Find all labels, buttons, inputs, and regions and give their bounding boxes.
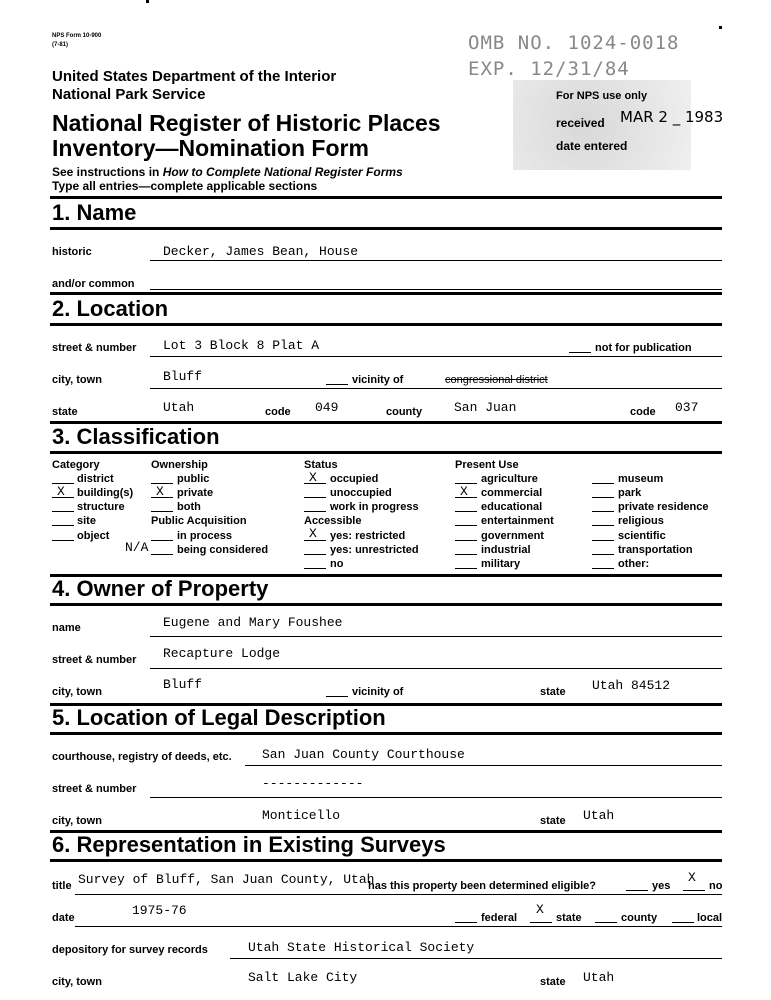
checkbox-line[interactable]: [52, 525, 74, 526]
accessible-title: Accessible: [304, 515, 362, 527]
state-label: state: [52, 406, 78, 418]
section-1-heading: 1. Name: [52, 200, 137, 225]
historic-label: historic: [52, 246, 92, 258]
depository-city-label: city, town: [52, 976, 102, 988]
checkbox-line[interactable]: [52, 540, 74, 541]
state-value[interactable]: Utah: [163, 400, 195, 415]
field-line: [75, 894, 722, 895]
ownership-private: private: [177, 487, 214, 499]
use-private-residence: private residence: [618, 501, 709, 513]
checkbox-line[interactable]: [326, 696, 348, 697]
field-line: [230, 958, 722, 959]
owner-city-label: city, town: [52, 686, 102, 698]
field-line: [150, 388, 722, 389]
field-line: [150, 797, 722, 798]
check-mark: X: [536, 902, 544, 917]
expiration-stamp: EXP. 12/31/84: [468, 58, 630, 80]
check-mark: X: [156, 484, 164, 499]
checkbox-line[interactable]: [455, 568, 477, 569]
section-rule: [50, 732, 722, 735]
street-label: street & number: [52, 342, 137, 354]
checkbox-line[interactable]: [672, 922, 694, 923]
use-agriculture: agriculture: [481, 473, 538, 485]
checkbox-line[interactable]: [151, 554, 173, 555]
accessible-unrestricted: yes: unrestricted: [330, 544, 419, 556]
checkbox-line[interactable]: [595, 922, 617, 923]
section-rule: [50, 196, 722, 199]
nps-use-label: For NPS use only: [556, 90, 648, 102]
eligible-yes-label: yes: [652, 880, 671, 892]
checkbox-line[interactable]: [592, 554, 614, 555]
check-mark: X: [309, 526, 317, 541]
county-code-label: code: [630, 406, 656, 418]
present-use-title: Present Use: [455, 459, 519, 471]
status-title: Status: [304, 459, 338, 471]
county-code-value[interactable]: 037: [675, 400, 699, 415]
form-title-line1: National Register of Historic Places: [52, 110, 441, 136]
category-object: object: [77, 530, 110, 542]
received-label: received: [556, 116, 605, 130]
ownership-public: public: [177, 473, 210, 485]
service-name: National Park Service: [52, 86, 206, 103]
code-value[interactable]: 049: [315, 400, 339, 415]
section-6-heading: 6. Representation in Existing Surveys: [52, 832, 446, 857]
accessible-no: no: [330, 558, 344, 570]
congressional-district-label: congressional district: [445, 374, 548, 386]
survey-state-label: state: [556, 912, 582, 924]
use-commercial: commercial: [481, 487, 543, 499]
department-name: United States Department of the Interior: [52, 68, 337, 85]
city-label: city, town: [52, 374, 102, 386]
checkbox-line[interactable]: [151, 540, 173, 541]
instructions-italic: How to Complete National Register Forms: [162, 165, 403, 179]
checkbox-line[interactable]: [326, 384, 348, 385]
section-4-heading: 4. Owner of Property: [52, 576, 269, 601]
use-transportation: transportation: [618, 544, 693, 556]
county-value[interactable]: San Juan: [454, 400, 517, 415]
use-military: military: [481, 558, 521, 570]
field-line: [150, 260, 722, 261]
survey-local-label: local: [697, 912, 723, 924]
depository-state-label: state: [540, 976, 566, 988]
legal-state-value[interactable]: Utah: [583, 808, 615, 823]
federal-label: federal: [481, 912, 518, 924]
section-rule: [50, 227, 722, 230]
checkbox-line[interactable]: [592, 483, 614, 484]
field-line: [150, 356, 722, 357]
section-rule: [50, 323, 722, 326]
checkbox-line[interactable]: [592, 540, 614, 541]
legal-state-label: state: [540, 815, 566, 827]
form-number: NPS Form 10-900: [52, 33, 102, 39]
type-entries: Type all entries—complete applicable sections: [52, 179, 318, 193]
courthouse-label: courthouse, registry of deeds, etc.: [52, 751, 232, 763]
checkbox-line[interactable]: [304, 554, 326, 555]
not-for-publication-label: not for publication: [595, 342, 692, 354]
checkbox-line[interactable]: [455, 554, 477, 555]
legal-city-value[interactable]: Monticello: [262, 808, 341, 823]
depository-value[interactable]: Utah State Historical Society: [248, 940, 475, 955]
owner-name-value[interactable]: Eugene and Mary Foushee: [163, 615, 343, 630]
use-entertainment: entertainment: [481, 515, 554, 527]
checkbox-line[interactable]: [455, 540, 477, 541]
owner-street-value[interactable]: Recapture Lodge: [163, 646, 281, 661]
section-rule: [50, 603, 722, 606]
use-museum: museum: [618, 473, 664, 485]
use-scientific: scientific: [618, 530, 666, 542]
category-title: Category: [52, 459, 100, 471]
owner-state-label: state: [540, 686, 566, 698]
section-3-heading: 3. Classification: [52, 424, 220, 449]
checkbox-line[interactable]: [455, 511, 477, 512]
category-site: site: [77, 515, 96, 527]
survey-county-label: county: [621, 912, 658, 924]
depository-state-value[interactable]: Utah: [583, 970, 615, 985]
checkbox-line[interactable]: [592, 568, 614, 569]
status-work-in-progress: work in progress: [330, 501, 419, 513]
check-mark: X: [688, 870, 696, 885]
depository-city-value[interactable]: Salt Lake City: [248, 970, 358, 985]
legal-street-label: street & number: [52, 783, 137, 795]
use-educational: educational: [481, 501, 543, 513]
form-date: (7-81): [52, 42, 69, 48]
use-religious: religious: [618, 515, 664, 527]
depository-label: depository for survey records: [52, 944, 208, 956]
checkbox-line[interactable]: [592, 511, 614, 512]
category-structure: structure: [77, 501, 125, 513]
checkbox-line[interactable]: [304, 511, 326, 512]
owner-state-value[interactable]: Utah 84512: [592, 678, 671, 693]
checkbox-line[interactable]: [304, 497, 326, 498]
checkbox-line[interactable]: [592, 525, 614, 526]
section-rule: [50, 451, 722, 454]
received-value: MAR 2 _ 1983: [620, 108, 724, 126]
owner-city-value[interactable]: Bluff: [163, 677, 203, 692]
checkbox-line[interactable]: [569, 352, 591, 353]
acquisition-being-considered: being considered: [177, 544, 269, 556]
status-unoccupied: unoccupied: [330, 487, 392, 499]
scan-dot: [719, 26, 722, 29]
check-mark: X: [460, 484, 468, 499]
acquisition-na: N/A: [125, 540, 149, 555]
section-2-heading: 2. Location: [52, 296, 169, 321]
field-line: [150, 636, 722, 637]
checkbox-line[interactable]: [151, 511, 173, 512]
ownership-both: both: [177, 501, 201, 513]
county-label: county: [386, 406, 423, 418]
owner-street-label: street & number: [52, 654, 137, 666]
category-buildings: building(s): [77, 487, 134, 499]
checkbox-line[interactable]: [52, 511, 74, 512]
category-district: district: [77, 473, 114, 485]
eligible-label: has this property been determined eligible?: [368, 880, 596, 892]
street-value[interactable]: Lot 3 Block 8 Plat A: [163, 338, 320, 353]
checkbox-line[interactable]: [304, 568, 326, 569]
use-other: other:: [618, 558, 650, 570]
legal-city-label: city, town: [52, 815, 102, 827]
courthouse-value[interactable]: San Juan County Courthouse: [262, 747, 465, 762]
use-government: government: [481, 530, 544, 542]
checkbox-line[interactable]: [592, 497, 614, 498]
owner-name-label: name: [52, 622, 81, 634]
survey-title-value[interactable]: Survey of Bluff, San Juan County, Utah: [78, 872, 375, 887]
eligible-no-label: no: [709, 880, 723, 892]
accessible-restricted: yes: restricted: [330, 530, 406, 542]
common-label: and/or common: [52, 278, 135, 290]
city-value[interactable]: Bluff: [163, 369, 203, 384]
owner-vicinity-label: vicinity of: [352, 686, 404, 698]
status-occupied: occupied: [330, 473, 379, 485]
checkbox-line[interactable]: [626, 890, 648, 891]
date-entered-label: date entered: [556, 139, 628, 153]
field-line: [150, 289, 722, 290]
historic-value[interactable]: Decker, James Bean, House: [163, 244, 359, 259]
check-mark: X: [309, 470, 317, 485]
acquisition-title: Public Acquisition: [151, 515, 247, 527]
checkbox-line[interactable]: [683, 890, 705, 891]
section-rule: [50, 292, 722, 295]
instructions: [52, 165, 403, 179]
checkbox-line[interactable]: [455, 922, 477, 923]
field-line: [245, 765, 722, 766]
omb-stamp: OMB NO. 1024-0018: [468, 32, 680, 54]
survey-date-value[interactable]: 1975-76: [132, 903, 187, 918]
use-park: park: [618, 487, 642, 499]
field-line: [75, 926, 722, 927]
legal-street-value[interactable]: -------------: [262, 776, 364, 791]
survey-title-label: title: [52, 880, 72, 892]
acquisition-in-process: in process: [177, 530, 233, 542]
survey-date-label: date: [52, 912, 75, 924]
checkbox-line[interactable]: [455, 525, 477, 526]
use-industrial: industrial: [481, 544, 531, 556]
vicinity-label: vicinity of: [352, 374, 404, 386]
checkbox-line[interactable]: [530, 922, 552, 923]
check-mark: X: [57, 484, 65, 499]
instructions-prefix: See instructions in: [52, 165, 163, 179]
field-line: [150, 668, 722, 669]
section-5-heading: 5. Location of Legal Description: [52, 705, 386, 730]
form-title-line2: Inventory—Nomination Form: [52, 135, 369, 161]
ownership-title: Ownership: [151, 459, 208, 471]
section-rule: [50, 859, 722, 862]
code-label: code: [265, 406, 291, 418]
scan-dot: [146, 0, 149, 3]
